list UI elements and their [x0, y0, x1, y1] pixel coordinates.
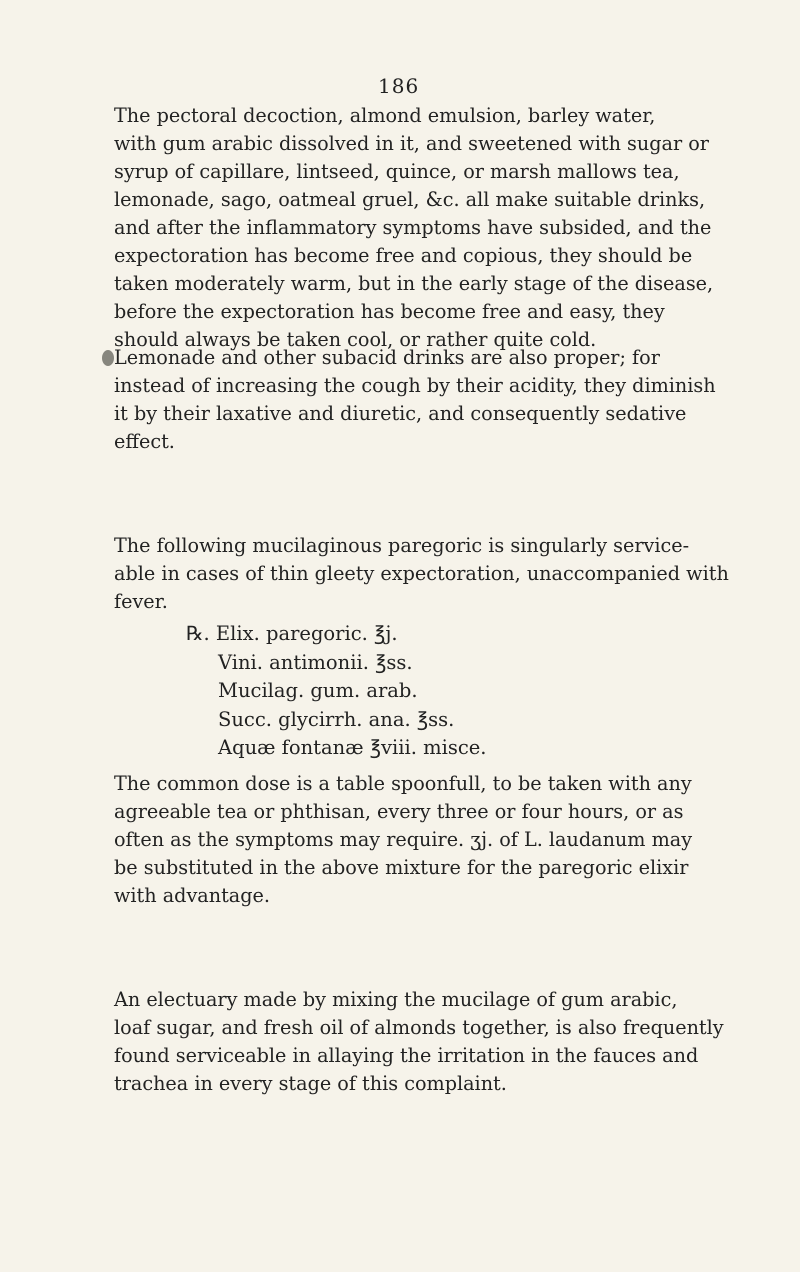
text-line: it by their laxative and diuretic, and consequently sedative	[114, 402, 687, 425]
text-line: trachea in every stage of this complaint.	[114, 1072, 507, 1095]
text-line: loaf sugar, and fresh oil of almonds together, is also frequently	[114, 1016, 724, 1039]
text-line: expectoration has become free and copious, they should be	[114, 244, 693, 267]
text-line: with gum arabic dissolved in it, and sweetened with sugar or	[114, 132, 709, 155]
text-line: An electuary made by mixing the mucilage of gum arabic,	[114, 988, 678, 1011]
page-number: 186	[378, 74, 420, 98]
text-line: often as the symptoms may require. ʒj. of L. laudanum may	[114, 828, 693, 851]
paragraph-lemonade	[114, 344, 716, 456]
text-line: be substituted in the above mixture for the paregoric elixir	[114, 856, 689, 879]
text-line: taken moderately warm, but in the early stage of the disease,	[114, 272, 714, 295]
paragraph-pectoral-decoction	[114, 102, 714, 354]
text-line: syrup of capillare, lintseed, quince, or marsh mallows tea,	[114, 160, 680, 183]
prescription-line: Vini. antimonii. ℥ss.	[218, 650, 413, 674]
ink-spot	[102, 350, 114, 366]
prescription	[186, 620, 776, 763]
text-line: The common dose is a table spoonfull, to be taken with any	[114, 772, 692, 795]
prescription-line: Succ. glycirrh. ana. ℥ss.	[218, 707, 455, 731]
text-line: should always be taken cool, or rather quite cold.	[114, 328, 597, 351]
paragraph-paregoric	[114, 532, 729, 616]
prescription-line: Mucilag. gum. arab.	[218, 679, 418, 702]
text-line: able in cases of thin gleety expectoration, unaccompanied with	[114, 562, 729, 585]
paragraph-common-dose	[114, 770, 704, 910]
prescription-line: Aquæ fontanæ ℥viii. misce.	[218, 736, 487, 759]
prescription-line: ℞. Elix. paregoric. ℥j.	[186, 622, 398, 645]
text-line: fever.	[114, 590, 168, 613]
text-line: agreeable tea or phthisan, every three or four hours, or as	[114, 800, 684, 823]
text-line: and after the inflammatory symptoms have subsided, and the	[114, 216, 712, 239]
text-line: The following mucilaginous paregoric is singularly service-	[114, 534, 690, 557]
text-line: instead of increasing the cough by their acidity, they diminish	[114, 374, 716, 397]
text-line: with advantage.	[114, 884, 270, 907]
text-line: effect.	[114, 430, 175, 453]
text-line: The pectoral decoction, almond emulsion, barley water,	[114, 104, 656, 127]
text-line: Lemonade and other subacid drinks are also proper; for	[114, 346, 660, 369]
text-line: found serviceable in allaying the irritation in the fauces and	[114, 1044, 699, 1067]
text-line: lemonade, sago, oatmeal gruel, &c. all make suitable drinks,	[114, 188, 706, 211]
text-line: before the expectoration has become free and easy, they	[114, 300, 665, 323]
paragraph-electuary	[114, 986, 724, 1098]
